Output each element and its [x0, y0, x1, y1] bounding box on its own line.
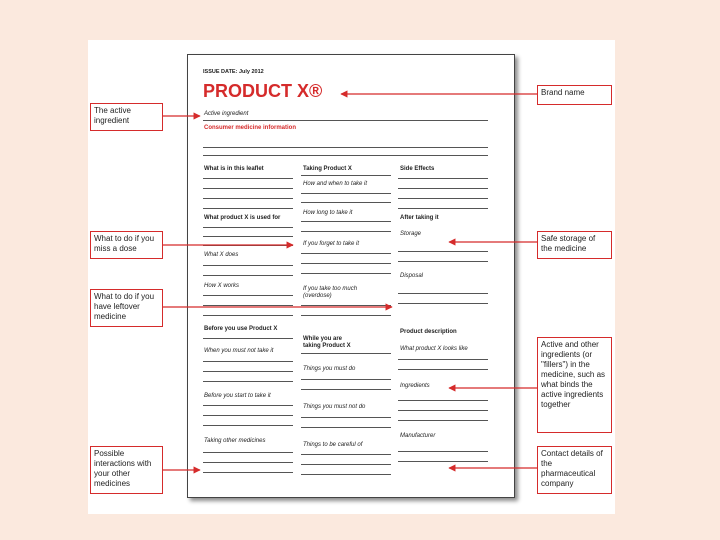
taking-other-label: Taking other medicines	[204, 438, 266, 444]
before-start-label: Before you start to take it	[204, 393, 271, 399]
used-for-heading: What product X is used for	[204, 215, 281, 221]
before-use-heading: Before you use Product X	[204, 326, 278, 332]
what-does-label: What X does	[204, 252, 239, 258]
ingredients-label: Ingredients	[400, 383, 430, 389]
brand-title: PRODUCT X®	[203, 81, 323, 101]
issue-date: ISSUE DATE: July 2012	[203, 69, 264, 75]
overdose-label: (overdose)	[303, 293, 332, 299]
taking-heading: Taking Product X	[303, 166, 352, 172]
manufacturer-label: Manufacturer	[400, 433, 436, 439]
careful-label: Things to be careful of	[303, 442, 363, 448]
callout-safe-storage: Safe storage of the medicine	[537, 231, 612, 259]
callout-miss-dose: What to do if you miss a dose	[90, 231, 163, 259]
how-when-label: How and when to take it	[303, 181, 368, 187]
must-do-label: Things you must do	[303, 366, 356, 372]
callout-active-ingredient: The active ingredient	[90, 103, 163, 131]
disposal-label: Disposal	[400, 273, 424, 279]
what-is-in-heading: What is in this leaflet	[204, 166, 264, 172]
after-taking-heading: After taking it	[400, 215, 439, 221]
callout-ingredients: Active and other ingredients (or "fillers") in the medicine, such as what binds the active ingredients together	[537, 337, 612, 433]
callout-contact-details: Contact details of the pharmaceutical company	[537, 446, 612, 494]
looks-like-label: What product X looks like	[400, 346, 468, 352]
must-not-do-label: Things you must not do	[303, 404, 366, 410]
while-taking-heading-2: taking Product X	[303, 343, 351, 349]
if-forget-label: If you forget to take it	[303, 241, 360, 247]
how-long-label: How long to take it	[303, 210, 353, 216]
cmi-title: Consumer medicine information	[204, 125, 297, 131]
active-ingredient-label: Active ingredient	[204, 111, 249, 117]
callout-leftover-medicine: What to do if you have leftover medicine	[90, 289, 163, 327]
product-description-heading: Product description	[400, 329, 457, 335]
callout-brand-name: Brand name	[537, 85, 612, 105]
side-effects-heading: Side Effects	[400, 166, 435, 172]
storage-label: Storage	[400, 231, 422, 237]
while-taking-heading-1: While you are	[303, 336, 343, 342]
how-works-label: How X works	[204, 283, 240, 289]
callout-interactions: Possible interactions with your other medicines	[90, 446, 163, 494]
when-not-label: When you must not take it	[204, 348, 274, 354]
too-much-label: If you take too much	[303, 286, 358, 292]
